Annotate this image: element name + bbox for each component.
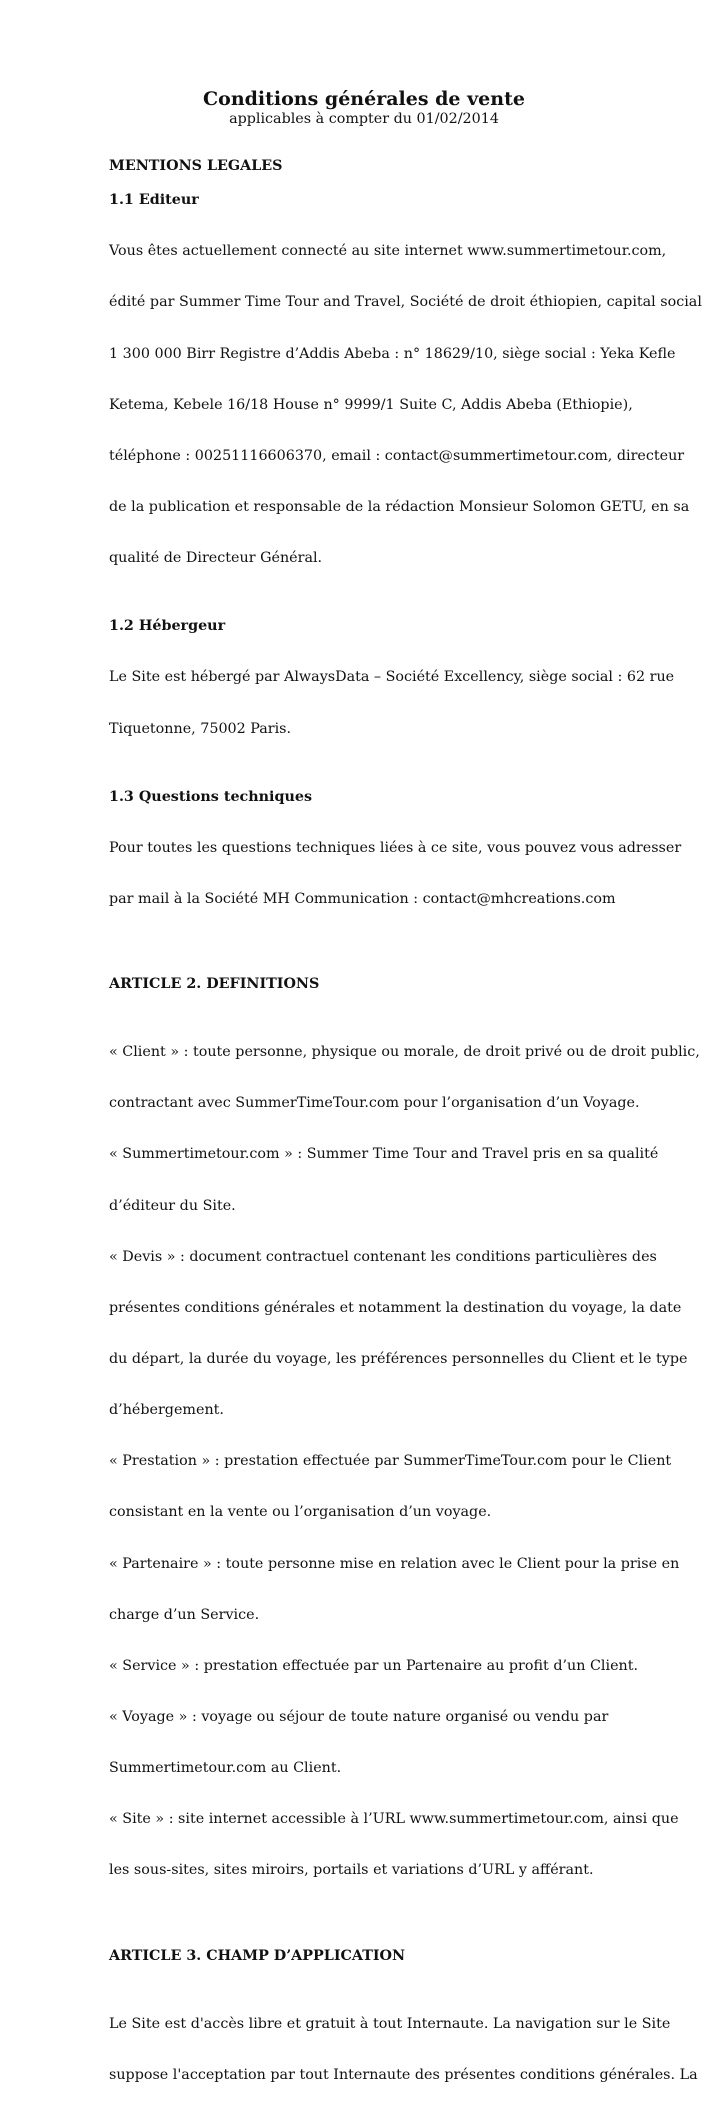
body-line: « Service » : prestation effectuée par un Partenaire au profit d’un Client.: [109, 1657, 639, 1674]
body-line: édité par Summer Time Tour and Travel, Société de droit éthiopien, capital social: [109, 294, 702, 311]
section-heading: ARTICLE 2. DEFINITIONS: [109, 976, 320, 993]
body-line: d’éditeur du Site.: [109, 1197, 236, 1214]
section-body: [109, 1010, 700, 1913]
body-line: « Devis » : document contractuel contenant les conditions particulières des: [109, 1248, 657, 1265]
body-line: d’hébergement.: [109, 1402, 224, 1419]
body-line: 1 300 000 Birr Registre d’Addis Abeba : n° 18629/10, siège social : Yeka Kefle: [109, 345, 676, 362]
body-line: Pour toutes les questions techniques liées à ce site, vous pouvez vous adresser: [109, 839, 682, 856]
body-line: les sous-sites, sites miroirs, portails et variations d’URL y afférant.: [109, 1862, 594, 1879]
body-line: consistant en la vente ou l’organisation d’un voyage.: [109, 1504, 492, 1521]
body-line: « Summertimetour.com » : Summer Time Tour and Travel pris en sa qualité: [109, 1146, 659, 1163]
body-line: « Client » : toute personne, physique ou morale, de droit privé ou de droit public,: [109, 1044, 700, 1061]
section-questions-techniques: [109, 788, 682, 942]
body-line: Le Site est hébergé par AlwaysData – Société Excellency, siège social : 62 rue: [109, 669, 675, 686]
body-line: Summertimetour.com au Client.: [109, 1760, 342, 1777]
body-line: contractant avec SummerTimeTour.com pour l’organisation d’un Voyage.: [109, 1095, 640, 1112]
body-line: téléphone : 00251116606370, email : contact@summertimetour.com, directeur: [109, 447, 685, 464]
body-line: présentes conditions générales et notamment la destination du voyage, la date: [109, 1299, 682, 1316]
section-body: [109, 209, 702, 601]
body-line: de la publication et responsable de la rédaction Monsieur Solomon GETU, en sa: [109, 498, 690, 515]
body-line: Vous êtes actuellement connecté au site internet www.summertimetour.com,: [109, 243, 667, 260]
body-line: suppose l'acceptation par tout Internaute des présentes conditions générales. La: [109, 2066, 698, 2083]
document-page: [109, 87, 702, 2118]
body-line: par mail à la Société MH Communication : contact@mhcreations.com: [109, 890, 616, 907]
document-title: Conditions générales de vente: [203, 88, 525, 110]
body-line: Tiquetonne, 75002 Paris.: [109, 720, 292, 737]
section-definitions: [109, 976, 700, 1914]
section-heading: 1.3 Questions techniques: [109, 788, 312, 805]
section-hebergeur: [109, 618, 675, 771]
section-body: [109, 1982, 698, 2118]
section-heading: 1.2 Hébergeur: [109, 618, 226, 635]
body-line: Le Site est d'accès libre et gratuit à tout Internaute. La navigation sur le Site: [109, 2015, 671, 2032]
section-heading: ARTICLE 3. CHAMP D’APPLICATION: [109, 1947, 406, 1964]
mentions-legales-heading: MENTIONS LEGALES: [109, 158, 283, 175]
body-line: qualité de Directeur Général.: [109, 550, 323, 567]
section-body: [109, 635, 675, 771]
body-line: Ketema, Kebele 16/18 House n° 9999/1 Suite C, Addis Abeba (Ethiopie),: [109, 396, 633, 413]
body-line: « Site » : site internet accessible à l’URL www.summertimetour.com, ainsi que: [109, 1811, 679, 1828]
section-editeur: [109, 192, 702, 601]
section-heading: 1.1 Editeur: [109, 192, 199, 209]
section-champ-application: [109, 1947, 698, 2118]
section-body: [109, 806, 682, 942]
body-line: « Prestation » : prestation effectuée par SummerTimeTour.com pour le Client: [109, 1453, 672, 1470]
body-line: du départ, la durée du voyage, les préférences personnelles du Client et le type: [109, 1351, 688, 1368]
body-line: « Partenaire » : toute personne mise en relation avec le Client pour la prise en: [109, 1555, 680, 1572]
document-subtitle: applicables à compter du 01/02/2014: [229, 111, 499, 127]
body-line: charge d’un Service.: [109, 1606, 260, 1623]
body-line: « Voyage » : voyage ou séjour de toute nature organisé ou vendu par: [109, 1709, 609, 1726]
